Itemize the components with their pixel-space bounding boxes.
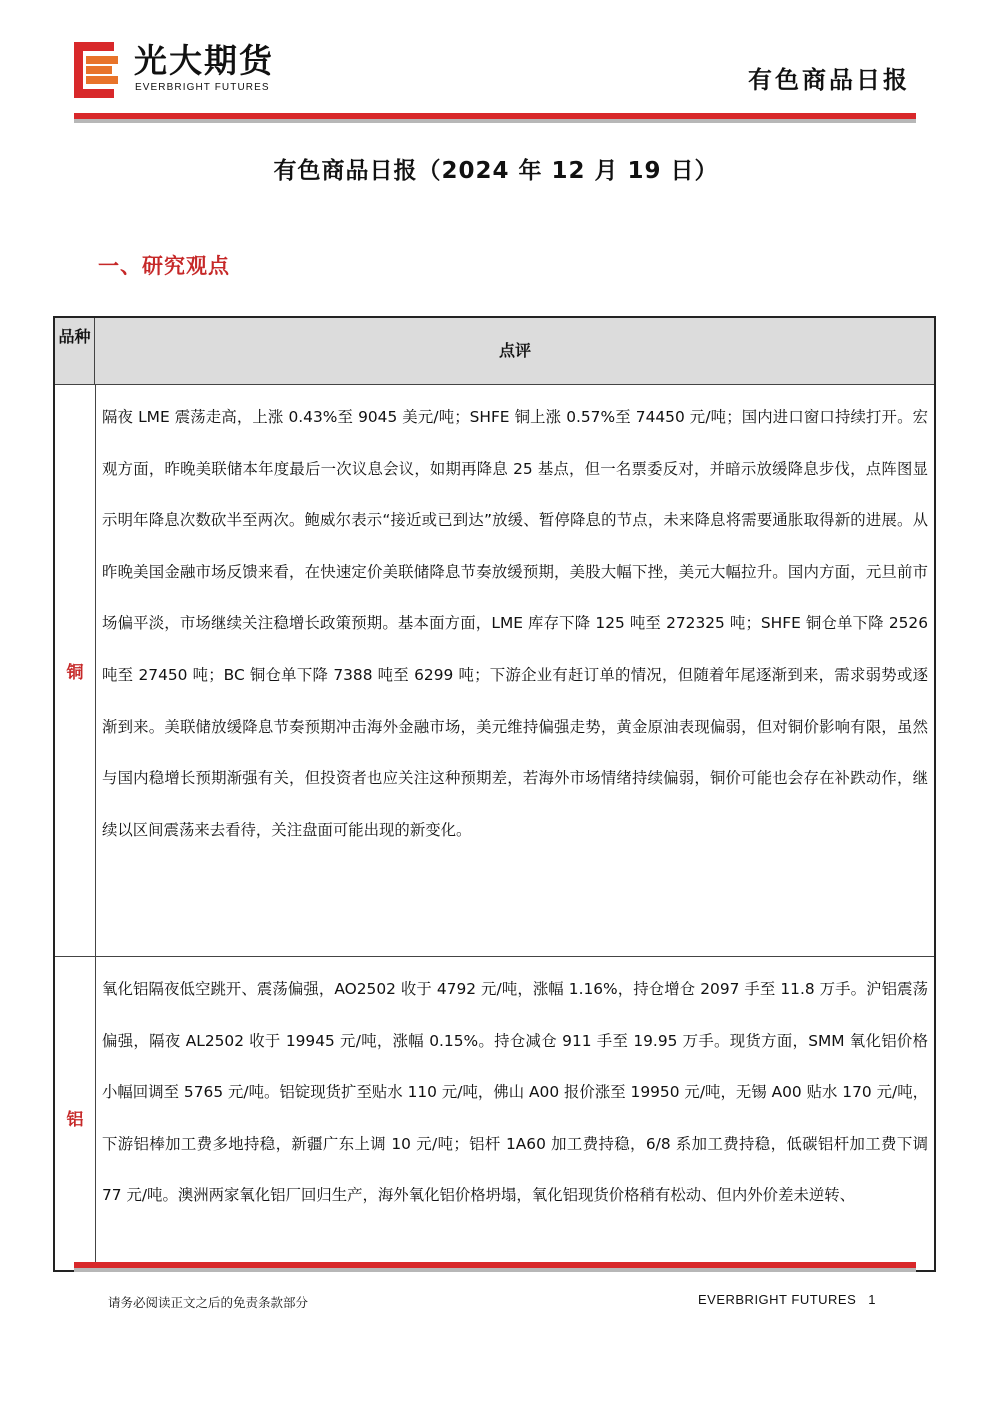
page-number: 1 — [868, 1292, 876, 1307]
column-header-category: 品种 — [55, 318, 95, 384]
footer-brand — [698, 1292, 876, 1307]
category-cell-aluminum: 铝 — [55, 957, 96, 1272]
category-cell-copper: 铜 — [55, 385, 96, 956]
table-row-aluminum — [55, 957, 934, 1272]
commentary-table — [53, 316, 936, 1272]
footer-disclaimer: 请务必阅读正文之后的免责条款部分 — [108, 1295, 309, 1310]
footer-divider — [74, 1262, 916, 1272]
commentary-cell-aluminum: 氧化铝隔夜低空跳开、震荡偏强，AO2502 收于 4792 元/吨，涨幅 1.16%，持仓增仓 2097 手至 11.8 万手。沪铝震荡偏强，隔夜 AL2502 收于 19945 元/吨，涨幅 0.15%。持仓减仓 911 手至 19.95 万手。现货方面，SMM 氧化铝价格小幅回调至 5765 元/吨。铝锭现货扩至贴水 110 元/吨，佛山 A00 报价涨至 19950 元/吨，无锡 A00 贴水 170 元/吨，下游铝棒加工费多地持稳，新疆广东上调 10 元/吨；铝杆 1A60 加工费持稳，6/8 系加工费持稳，低碳铝杆加工费下调 77 元/吨。澳洲两家氧化铝厂回归生产，海外氧化铝价格坍塌，氧化铝现货价格稍有松动、但内外价差未逆转、 — [102, 980, 928, 1205]
logo-name-cn: 光大期货 — [134, 41, 274, 80]
everbright-logo-icon — [74, 42, 120, 98]
table-row-copper — [55, 385, 934, 957]
column-header-commentary: 点评 — [498, 341, 531, 360]
header-divider — [74, 113, 916, 123]
logo-name-en: EVERBRIGHT FUTURES — [135, 82, 270, 93]
commentary-cell-copper: 隔夜 LME 震荡走高，上涨 0.43%至 9045 美元/吨；SHFE 铜上涨 0.57%至 74450 元/吨；国内进口窗口持续打开。宏观方面，昨晚美联储本年度最后一次议息会议，如期再降息 25 基点，但一名票委反对，并暗示放缓降息步伐，点阵图显示明年降息次数砍半至两次。鲍威尔表示“接近或已到达”放缓、暂停降息的节点，未来降息将需要通胀取得新的进展。从昨晚美国金融市场反馈来看，在快速定价美联储降息节奏放缓预期，美股大幅下挫，美元大幅拉升。国内方面，元旦前市场偏平淡，市场继续关注稳增长政策预期。基本面方面，LME 库存下降 125 吨至 272325 吨；SHFE 铜仓单下降 2526 吨至 27450 吨；BC 铜仓单下降 7388 吨至 6299 吨；下游企业有赶订单的情况，但随着年尾逐渐到来，需求弱势或逐渐到来。美联储放缓降息节奏预期冲击海外金融市场，美元维持偏强走势，黄金原油表现偏弱，但对铜价影响有限，虽然与国内稳增长预期渐强有关，但投资者也应关注这种预期差，若海外市场情绪持续偏弱，铜价可能也会存在补跌动作，继续以区间震荡来去看待，关注盘面可能出现的新变化。 — [102, 408, 928, 839]
company-logo — [74, 40, 284, 102]
table-header-row — [55, 318, 934, 385]
document-title: 有色商品日报（2024 年 12 月 19 日） — [273, 158, 719, 184]
section-heading: 一、研究观点 — [98, 254, 230, 278]
report-header-title: 有色商品日报 — [748, 66, 910, 94]
footer-brand-name: EVERBRIGHT FUTURES — [697, 1292, 857, 1307]
